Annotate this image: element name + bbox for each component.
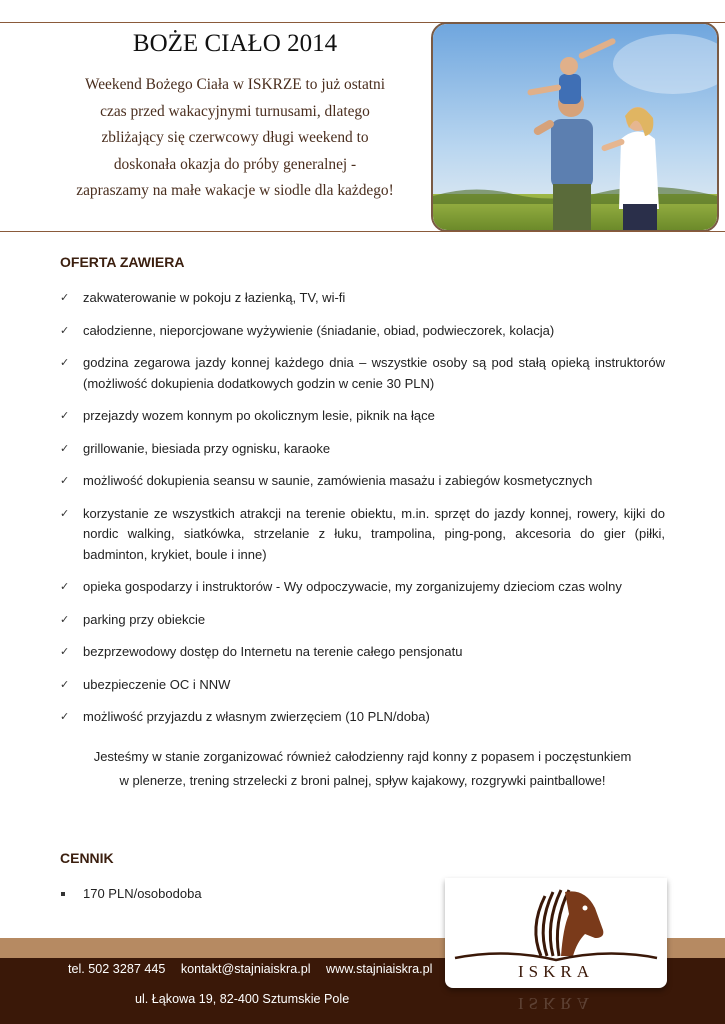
checkmark-icon: ✓	[60, 442, 70, 455]
list-item	[60, 353, 665, 394]
list-item	[60, 471, 665, 492]
list-item	[60, 406, 665, 427]
closing-paragraph	[60, 745, 665, 793]
list-item	[60, 321, 665, 342]
closing-line: w plenerze, trening strzelecki z broni palnej, spływ kajakowy, rozgrywki paintballowe!	[119, 773, 606, 788]
checkmark-icon: ✓	[60, 646, 70, 658]
list-item-text: ubezpieczenie OC i NNW	[83, 676, 231, 692]
intro-line: zbliżający się czerwcowy długi weekend to	[101, 129, 369, 146]
logo-text: ISKRA	[517, 962, 594, 981]
list-item-text: parking przy obiekcie	[83, 611, 206, 627]
list-item	[60, 577, 665, 598]
pricing-list	[60, 884, 202, 904]
intro-line: Weekend Bożego Ciała w ISKRZE to już ostatni	[84, 76, 386, 93]
footer-email[interactable]: kontakt@stajniaiskra.pl	[180, 962, 311, 976]
list-item-text: godzina zegarowa jazdy konnej każdego dnia – wszystkie osoby są pod stałą opieką instruktorów (możliwość dokupienia dodatkowych godzin w cenie 30 PLN)	[83, 355, 665, 391]
list-item	[60, 642, 665, 663]
checkmark-icon: ✓	[60, 581, 70, 593]
footer-address: ul. Łąkowa 19, 82-400 Sztumskie Pole	[135, 992, 350, 1006]
list-item-text: możliwość przyjazdu z własnym zwierzęciem (10 PLN/doba)	[83, 709, 430, 724]
list-item	[60, 439, 665, 460]
intro-line: zapraszamy na małe wakacje w siodle dla każdego!	[76, 182, 394, 199]
offer-heading: OFERTA ZAWIERA	[60, 254, 185, 270]
list-item	[60, 675, 665, 696]
section-divider	[0, 231, 725, 232]
family-photo	[431, 22, 719, 232]
checkmark-icon: ✓	[60, 324, 70, 337]
list-item	[60, 288, 665, 309]
logo-card	[445, 878, 667, 988]
list-item-text: całodzienne, nieporcjowane wyżywienie (śniadanie, obiad, podwieczorek, kolacja)	[83, 322, 555, 338]
list-item-text: przejazdy wozem konnym po okolicznym lesie, piknik na łące	[83, 408, 435, 423]
list-item-text: korzystanie ze wszystkich atrakcji na terenie obiektu, m.in. sprzęt do jazdy konnej, rowery, kijki do nordic walking, siatkówka, strzelanie z łuku, trampolina, ping-pong, akcesoria do gier (piłki, badminton, krykiet, boule i inne)	[83, 505, 665, 562]
checkmark-icon: ✓	[60, 475, 70, 487]
square-bullet-icon	[61, 892, 65, 896]
footer-phone: tel. 502 3287 445	[68, 962, 166, 976]
family-photo-illustration	[433, 24, 717, 230]
list-item-text: grillowanie, biesiada przy ognisku, karaoke	[83, 440, 331, 456]
pricing-heading: CENNIK	[60, 850, 114, 866]
intro-line: czas przed wakacyjnymi turnusami, dlatego	[100, 102, 370, 120]
footer-contacts	[68, 962, 438, 976]
list-item-text: opieka gospodarzy i instruktorów - Wy odpoczywacie, my zorganizujemy dzieciom czas wolny	[83, 579, 622, 594]
checkmark-icon: ✓	[60, 613, 70, 626]
intro-paragraph	[50, 72, 420, 205]
list-item-text: możliwość dokupienia seansu w saunie, zamówienia masażu i zabiegów kosmetycznych	[83, 473, 593, 488]
checkmark-icon: ✓	[60, 292, 70, 304]
checkmark-icon: ✓	[60, 711, 70, 723]
list-item	[60, 884, 202, 904]
page-title: BOŻE CIAŁO 2014	[132, 30, 338, 57]
horse-head-icon	[445, 878, 667, 968]
offer-list	[60, 288, 665, 740]
intro-line: doskonała okazja do próby generalnej -	[113, 155, 357, 173]
checkmark-icon: ✓	[60, 357, 70, 369]
closing-line: Jesteśmy w stanie zorganizować również całodzienny rajd konny z popasem i poczęstunkiem	[93, 749, 632, 764]
list-item-text: bezprzewodowy dostęp do Internetu na terenie całego pensjonatu	[83, 644, 463, 659]
list-item-text: zakwaterowanie w pokoju z łazienką, TV, wi-fi	[83, 290, 346, 305]
list-item	[60, 504, 665, 566]
list-item	[60, 610, 665, 631]
checkmark-icon: ✓	[60, 507, 70, 520]
checkmark-icon: ✓	[60, 410, 70, 422]
list-item	[60, 707, 665, 728]
price-text: 170 PLN/osobodoba	[83, 886, 202, 901]
footer-website[interactable]: www.stajniaiskra.pl	[326, 962, 433, 976]
checkmark-icon: ✓	[60, 678, 70, 691]
